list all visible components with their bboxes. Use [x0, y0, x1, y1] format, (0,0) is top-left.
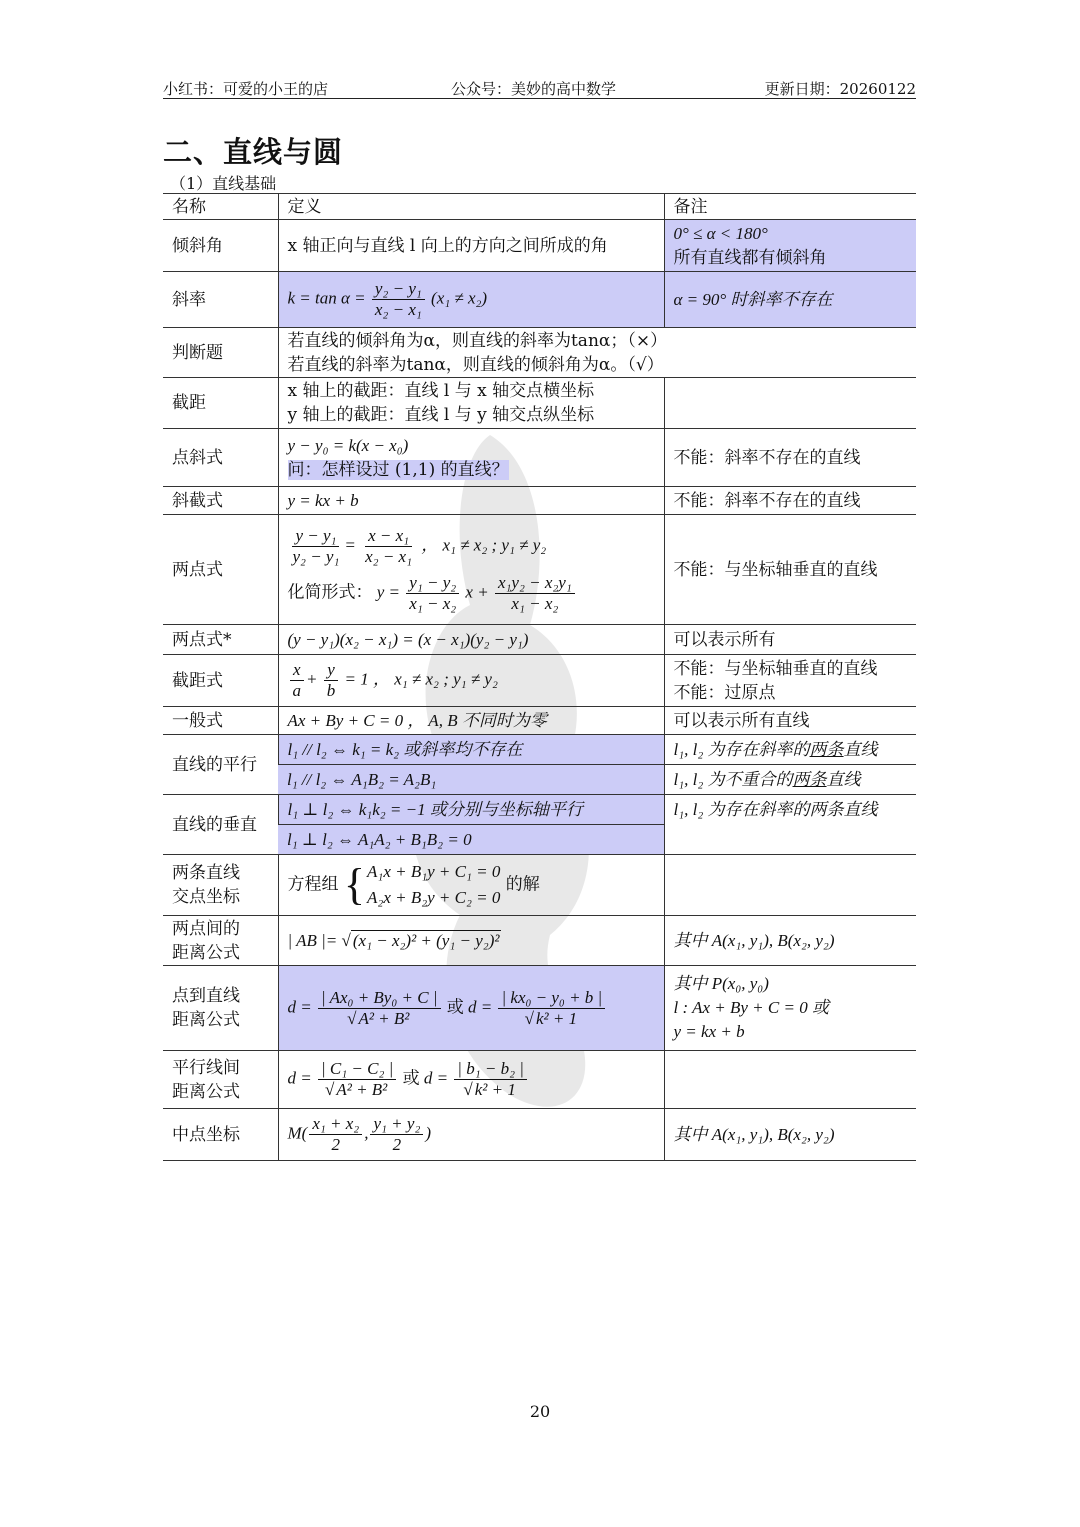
- name-line-2: 交点坐标: [172, 887, 240, 907]
- row-definition: Ax + By + C = 0 ， A, B 不同时为零: [278, 707, 664, 735]
- angle-note: 所有直线都有倾斜角: [673, 247, 827, 268]
- sqrt-icon: √: [347, 1008, 357, 1028]
- table-row: [163, 707, 916, 735]
- row-note: [664, 220, 916, 272]
- row-name: 倾斜角: [163, 220, 278, 272]
- row-name: 截距: [163, 378, 278, 429]
- numerator: x₁ + x₂: [309, 1114, 362, 1135]
- fraction: [498, 988, 605, 1029]
- row-note: 其中 A(x₁, y₁), B(x₂, y₂): [664, 916, 916, 966]
- row-note: 其中 A(x₁, y₁), B(x₂, y₂): [664, 1109, 916, 1161]
- row-name: [163, 855, 278, 916]
- equation-system: [344, 859, 500, 911]
- intercept-form-formula: $\frac{x}{a}$ + $\frac{y}{b}$ = 1 ， x₁ ≠ x₂ ; y₁ ≠ y₂: [278, 655, 664, 707]
- denominator: a: [292, 681, 301, 700]
- fraction: [324, 660, 339, 701]
- row-definition: [278, 378, 664, 429]
- table-row: [163, 655, 916, 707]
- system-equations: [367, 859, 500, 911]
- denominator: y₂ − y₁: [292, 546, 340, 566]
- row-note: [664, 378, 916, 429]
- row-note: 不能：斜率不存在的直线: [664, 429, 916, 487]
- note-text: l₁, l₂ 为存在斜率的: [673, 739, 810, 759]
- row-name: 直线的平行: [163, 735, 278, 795]
- row-name: 点斜式: [163, 429, 278, 487]
- sqrt-icon: √: [463, 1080, 473, 1099]
- numerator: y: [324, 660, 338, 681]
- parallel-note-1: [664, 735, 916, 765]
- fraction: [454, 1059, 527, 1100]
- denominator: [344, 1009, 414, 1029]
- radicand: A² + B²: [358, 1008, 410, 1028]
- slope-denominator: x₂ − x₁: [374, 300, 422, 319]
- note-underline: 两条: [809, 739, 844, 759]
- simplify-mid: x +: [465, 581, 489, 601]
- line-basics-table: [163, 193, 916, 1161]
- row-name: 斜率: [163, 272, 278, 328]
- point-slope-question: [288, 458, 655, 482]
- table-row: [163, 1051, 916, 1109]
- perpendicular-def-2: l₁ ⊥ l₂ ⇔ A₁A₂ + B₁B₂ = 0: [278, 825, 664, 855]
- row-definition: x 轴正向与直线 l 向上的方向之间所成的角: [278, 220, 664, 272]
- intercept-form-rest: = 1 ， x₁ ≠ x₂ ; y₁ ≠ y₂: [344, 669, 498, 689]
- table-row: [163, 220, 916, 272]
- numerator: y₁ + y₂: [370, 1114, 423, 1135]
- section-title: 二、直线与圆: [163, 135, 344, 169]
- header-definition: 定义: [278, 194, 664, 220]
- simplify-lhs: y =: [376, 581, 401, 601]
- row-name: 截距式: [163, 655, 278, 707]
- denominator: [460, 1080, 520, 1100]
- name-line-1: 点到直线: [172, 986, 240, 1006]
- two-point-condition: ， x₁ ≠ x₂ ; y₁ ≠ y₂: [421, 534, 547, 554]
- name-line-2: 距离公式: [172, 1081, 240, 1102]
- formula-lhs: d =: [287, 1068, 312, 1088]
- sqrt-icon: √: [325, 1080, 335, 1099]
- y-intercept-text: y 轴上的截距：直线 l 与 y 轴交点纵坐标: [287, 405, 595, 425]
- point-slope-formula: y − y₀ = k(x − x₀): [287, 435, 409, 455]
- denominator: [522, 1009, 582, 1029]
- or-text: 或: [446, 996, 464, 1016]
- fraction: [362, 526, 415, 567]
- row-name: 斜截式: [163, 487, 278, 515]
- slope-lhs: k = tan α =: [287, 288, 366, 308]
- name-line-2: 距离公式: [172, 1010, 240, 1030]
- formula-lhs: d =: [423, 1068, 449, 1088]
- subsection-title: （1）直线基础: [170, 174, 277, 193]
- x-intercept-text: x 轴上的截距：直线 l 与 x 轴交点横坐标: [287, 381, 595, 401]
- note-line-2: l : Ax + By + C = 0 或: [673, 998, 829, 1017]
- table-row: [163, 378, 916, 429]
- left-brace-icon: {: [343, 860, 366, 909]
- radicand: k² + 1: [535, 1008, 578, 1028]
- judge-line-2: 若直线的斜率为tanα，则直线的倾斜角为α。（√）: [287, 354, 664, 375]
- judge-statements: [278, 328, 916, 378]
- fraction: [318, 988, 441, 1029]
- slope-condition: (x₁ ≠ x₂): [431, 288, 488, 308]
- fraction: [309, 1114, 362, 1155]
- or-text: 或: [402, 1068, 420, 1088]
- denominator: x₁ − x₂: [409, 593, 457, 613]
- parallel-distance-formula: [278, 1051, 664, 1109]
- midpoint-formula: [278, 1109, 664, 1161]
- formula-lhs: d =: [468, 996, 493, 1016]
- row-note: 可以表示所有: [664, 625, 916, 655]
- slope-numerator: y₂ − y₁: [372, 279, 425, 300]
- numerator: x₁y₂ − x₂y₁: [495, 573, 575, 594]
- fraction: [495, 573, 575, 614]
- note-line-1: 不能：与坐标轴垂直的直线: [673, 658, 878, 679]
- numerator: | b₁ − b₂ |: [454, 1059, 527, 1080]
- parallel-def-1: l₁ // l₂ ⇔ k₁ = k₂ 或斜率均不存在: [278, 735, 664, 765]
- formula-lhs: d =: [287, 996, 312, 1016]
- table-row: [163, 515, 916, 625]
- numerator: | Ax₀ + By₀ + C |: [318, 988, 441, 1009]
- perpendicular-def-1: l₁ ⊥ l₂ ⇔ k₁k₂ = −1 或分别与坐标轴平行: [278, 795, 664, 825]
- table-row: [163, 735, 916, 765]
- equation-1: A₁x + B₁y + C₁ = 0: [367, 862, 501, 881]
- row-name: [163, 966, 278, 1051]
- table-row: [163, 272, 916, 328]
- two-point-line-2: [288, 573, 655, 614]
- name-line-2: 距离公式: [172, 942, 240, 963]
- table-header-row: [163, 194, 916, 220]
- header-left: 小红书：可爱的小王的店: [163, 80, 329, 98]
- row-name: 两点式*: [163, 625, 278, 655]
- table-row: [163, 966, 916, 1051]
- header-right: 更新日期：20260122: [764, 80, 916, 98]
- fraction: [370, 1114, 423, 1155]
- row-name: 直线的垂直: [163, 795, 278, 855]
- table-row: [163, 795, 916, 825]
- slope-fraction: [372, 279, 425, 320]
- row-note: 可以表示所有直线: [664, 707, 916, 735]
- sqrt-icon: √: [341, 930, 351, 950]
- equation-2: A₂x + B₂y + C₂ = 0: [367, 888, 501, 907]
- row-name: 两点式: [163, 515, 278, 625]
- simplify-label: 化简形式：: [287, 581, 373, 601]
- question-highlight: 问：怎样设过 (1,1) 的直线？: [287, 459, 509, 480]
- point-line-formula: [278, 966, 664, 1051]
- denominator: 2: [331, 1135, 341, 1154]
- row-note: [664, 655, 916, 707]
- note-line-1: 其中 P(x₀, y₀): [673, 974, 769, 993]
- denominator: x₁ − x₂: [511, 593, 559, 613]
- row-note: [664, 966, 916, 1051]
- row-note: α = 90° 时斜率不存在: [664, 272, 916, 328]
- note-text: l₁, l₂ 为不重合的: [673, 769, 793, 789]
- row-name: [163, 1051, 278, 1109]
- fraction: [290, 526, 343, 567]
- header-name: 名称: [163, 194, 278, 220]
- row-note: [664, 855, 916, 916]
- perpendicular-note: l₁, l₂ 为存在斜率的两条直线: [664, 795, 916, 855]
- row-note: 不能：斜率不存在的直线: [664, 487, 916, 515]
- angle-range: 0° ≤ α < 180°: [673, 223, 768, 243]
- row-note: [664, 1051, 916, 1109]
- denominator: [322, 1080, 392, 1100]
- table-row: [163, 625, 916, 655]
- radicand: (x₁ − x₂)² + (y₁ − y₂)²: [352, 930, 500, 950]
- denominator: b: [326, 681, 336, 700]
- radicand: k² + 1: [474, 1080, 516, 1099]
- midpoint-comma: ,: [364, 1123, 369, 1143]
- note-line-3: y = kx + b: [673, 1022, 745, 1041]
- table-row: [163, 1109, 916, 1161]
- note-text: 直线: [843, 739, 878, 759]
- slope-formula: [278, 272, 664, 328]
- table-row: [163, 855, 916, 916]
- table-row: [163, 487, 916, 515]
- midpoint-lhs: M(: [287, 1123, 308, 1143]
- parallel-def-2: l₁ // l₂ ⇔ A₁B₂ = A₂B₁: [278, 765, 664, 795]
- row-name: 判断题: [163, 328, 278, 378]
- distance-formula: [278, 916, 664, 966]
- header-note: 备注: [664, 194, 916, 220]
- name-line-1: 平行线间: [172, 1057, 240, 1078]
- distance-lhs: | AB |=: [287, 930, 338, 950]
- fraction: [318, 1059, 396, 1100]
- row-definition: y = kx + b: [278, 487, 664, 515]
- midpoint-rhs: ): [425, 1123, 432, 1143]
- system-prefix: 方程组: [287, 874, 339, 895]
- name-line-1: 两点间的: [172, 918, 240, 939]
- fraction: [290, 660, 305, 701]
- two-point-line-1: $\frac{\text{y − y₁}}{\text{y₂ − y₁}}$ = $\frac{\text{x − x₁}}{\text{x₂ − x₁}}$ ， x₁ ≠ x₂ ; y₁ ≠ y₂: [288, 526, 655, 567]
- table-row: [163, 916, 916, 966]
- denominator: 2: [392, 1135, 402, 1154]
- judge-line-1: 若直线的倾斜角为α，则直线的斜率为tanα；（×）: [287, 330, 668, 351]
- radicand: A² + B²: [336, 1080, 388, 1099]
- note-text: 直线: [826, 769, 861, 789]
- numerator: y − y₁: [292, 526, 339, 547]
- page-number: 20: [529, 1402, 551, 1421]
- numerator: | C₁ − C₂ |: [318, 1059, 396, 1080]
- parallel-note-2: [664, 765, 916, 795]
- row-note: 不能：与坐标轴垂直的直线: [664, 515, 916, 625]
- page-header: [163, 78, 916, 99]
- note-underline: 两条: [792, 769, 827, 789]
- row-definition: (y − y₁)(x₂ − x₁) = (x − x₁)(y₂ − y₁): [278, 625, 664, 655]
- fraction: [406, 573, 459, 614]
- row-name: 一般式: [163, 707, 278, 735]
- header-center: 公众号：美妙的高中数学: [451, 80, 617, 98]
- numerator: x − x₁: [365, 526, 412, 547]
- name-line-1: 两条直线: [172, 863, 240, 883]
- intersection-formula: [278, 855, 664, 916]
- row-name: [163, 916, 278, 966]
- row-name: 中点坐标: [163, 1109, 278, 1161]
- table-row: [163, 429, 916, 487]
- sqrt-icon: √: [524, 1008, 534, 1028]
- denominator: x₂ − x₁: [365, 546, 413, 566]
- numerator: y₁ − y₂: [406, 573, 459, 594]
- row-definition: [278, 429, 664, 487]
- numerator: | kx₀ − y₀ + b |: [498, 988, 605, 1009]
- numerator: x: [290, 660, 304, 681]
- system-suffix: 的解: [505, 874, 540, 895]
- table-row: [163, 328, 916, 378]
- two-point-formula: [278, 515, 664, 625]
- note-line-2: 不能：过原点: [673, 682, 776, 703]
